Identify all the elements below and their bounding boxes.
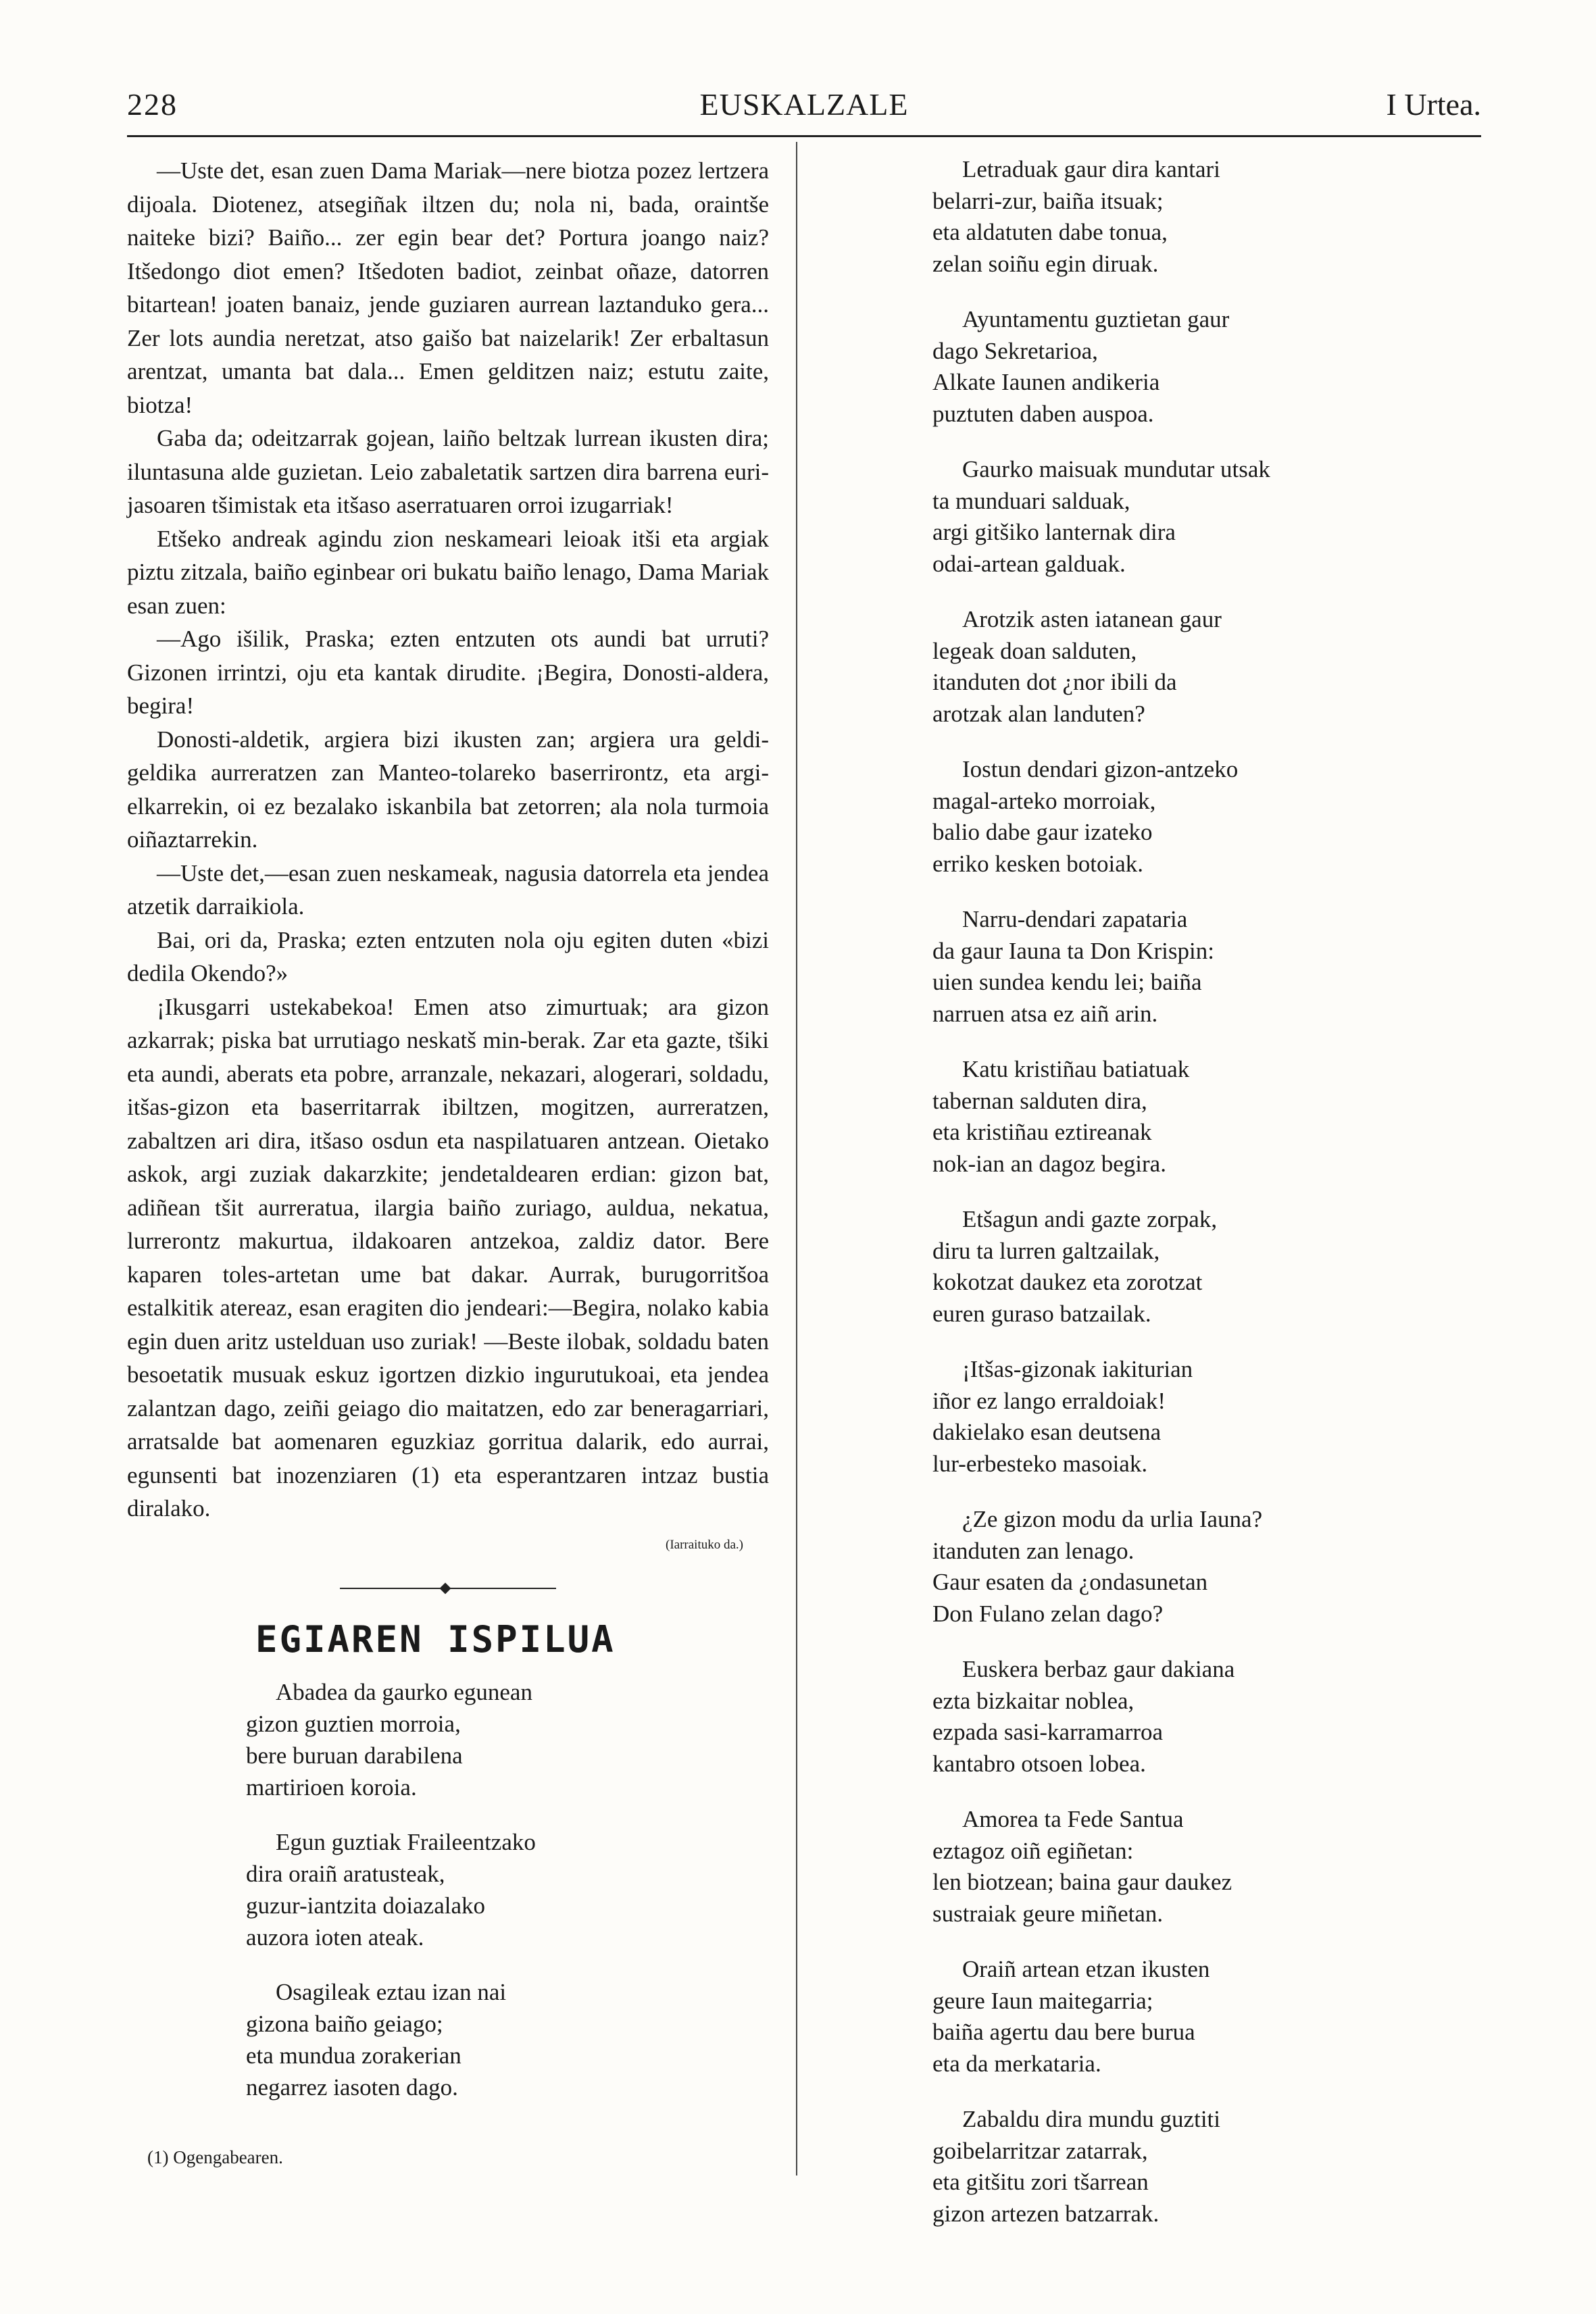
stanza (932, 1954, 1460, 2080)
stanza (932, 1054, 1460, 1180)
paragraph: ¡Ikusgarri ustekabekoa! Emen atso zimurtuak; ara gizon azkarrak; piska bat urrutiago neskatš min-berak. Zar eta gazte, tšiki eta aundi, aberats eta pobre, arranzale, nekazari, alogerari, soldadu, itšas-gizon eta baserritarrak ibiltzen, mogitzen, aurreratzen, zabaltzen ari dira, itšaso osdun eta naspilatuaren antzean. Oietako askok, argi zuziak dakarzkite; jendetaldearen erdian: gizon bat, adiñean tšit aurreratua, ilargia baiño zuriago, auldua, nekatua, lurrerontz makurtua, ildakoaren antzekoa, zaldiz dator. Bere kaparen toles-artetan ume bat dakar. Aurrak, burugorritšoa estalkitik atereaz, esan eragiten dio jendeari:—Begira, nolako kabia egin duen aritz ustelduan uso zuriak! —Beste ilobak, soldadu baten besoetatik musuak eskuz igortzen dizkio ingurutukoai, eta jendea zalantzan dago, zeiñi geiago dio maitatzen, edo zar beneragarriari, arratsalde bat aomenaren eguzkiaz gorritua dalarik, edo aurrai, egunsenti bat inozenziaren (1) eta esperantzaren intzaz bustia diralako. (127, 993, 769, 1521)
page-header (127, 86, 1481, 137)
verse-line: goibelarritzar zatarrak, (932, 2137, 1148, 2164)
verse-line: ezta bizkaitar noblea, (932, 1687, 1134, 1714)
verse-line: ezpada sasi-karramarroa (932, 1719, 1164, 1745)
page-number: 228 (127, 87, 178, 122)
verse-line: bere buruan darabilena (246, 1742, 463, 1769)
paragraph: Etšeko andreak agindu zion neskameari leioak itši eta argiak piztu zitzala, baiño eginbear ori bukatu baiño lenago, Dama Mariak esan zuen: (127, 525, 769, 619)
stanza (932, 2104, 1460, 2230)
verse-line: belarri-zur, baiña itsuak; (932, 187, 1164, 214)
stanza (932, 754, 1460, 880)
verse-line: diru ta lurren galtzailak, (932, 1237, 1160, 1264)
verse-line: Arotzik asten iatanean gaur (962, 606, 1222, 632)
verse-line: Iostun dendari gizon-antzeko (962, 756, 1239, 782)
stanza (932, 1354, 1460, 1480)
verse-line: argi gitšiko lanternak dira (932, 519, 1176, 545)
verse-line: tabernan salduten dira, (932, 1087, 1147, 1114)
verse-line: ¿Ze gizon modu da urlia Iauna? (962, 1506, 1263, 1532)
stanza (246, 1826, 769, 1953)
stanza (932, 904, 1460, 1030)
verse-line: uien sundea kendu lei; baiña (932, 969, 1202, 995)
verse-line: sustraiak geure miñetan. (932, 1900, 1164, 1927)
column-divider (796, 142, 797, 2175)
verse-line: gizona baiño geiago; (246, 2011, 443, 2037)
verse-line: Don Fulano zelan dago? (932, 1600, 1164, 1627)
verse-line: gizon artezen batzarrak. (932, 2200, 1159, 2227)
verse-line: euren guraso batzailak. (932, 1300, 1151, 1327)
stanza (932, 304, 1460, 430)
verse-line: eta aldatuten dabe tonua, (932, 219, 1168, 245)
verse-line: puztuten daben auspoa. (932, 400, 1154, 427)
right-column (932, 154, 1460, 2254)
verse-line: geure Iaun maitegarria; (932, 1987, 1153, 2014)
verse-line: Oraiñ artean etzan ikusten (962, 1956, 1210, 1982)
verse-line: ta munduari salduak, (932, 487, 1130, 514)
verse-line: negarrez iasoten dago. (246, 2074, 458, 2101)
stanza (246, 1676, 769, 1803)
verse-line: Katu kristiñau batiatuak (962, 1056, 1190, 1082)
verse-line: Letraduak gaur dira kantari (962, 156, 1220, 182)
verse-line: eta mundua zorakerian (246, 2042, 462, 2069)
paragraph: Bai, ori da, Praska; ezten entzuten nola oju egiten duten «bizi dedila Okendo?» (127, 926, 769, 986)
stanza (932, 1504, 1460, 1630)
verse-line: kantabro otsoen lobea. (932, 1750, 1146, 1777)
verse-line: Osagileak eztau izan nai (276, 1979, 507, 2005)
verse-line: Narru-dendari zapataria (962, 906, 1188, 932)
footnote: (1) Ogengabearen. (147, 2147, 283, 2167)
verse-line: martirioen koroia. (246, 1774, 417, 1801)
verse-line: Alkate Iaunen andikeria (932, 369, 1160, 395)
verse-line: ¡Itšas-gizonak iakiturian (962, 1356, 1193, 1382)
verse-line: Euskera berbaz gaur dakiana (962, 1656, 1235, 1682)
verse-line: Etšagun andi gazte zorpak, (962, 1206, 1218, 1232)
verse-line: odai-artean galduak. (932, 550, 1126, 577)
verse-line: baiña agertu dau bere burua (932, 2019, 1195, 2045)
verse-line: guzur-iantzita doiazalako (246, 1892, 485, 1919)
verse-line: eta da merkataria. (932, 2050, 1101, 2077)
verse-line: Amorea ta Fede Santua (962, 1806, 1184, 1832)
section-ornament (340, 1584, 556, 1593)
poem-left (127, 1676, 769, 2103)
verse-line: magal-arteko morroiak, (932, 787, 1156, 814)
poem-title: EGIAREN ISPILUA (255, 1617, 616, 1661)
verse-line: arotzak alan landuten? (932, 700, 1145, 727)
journal-year: I Urtea. (1386, 87, 1481, 122)
verse-line: kokotzat daukez eta zorotzat (932, 1269, 1203, 1295)
verse-line: Gaurko maisuak mundutar utsak (962, 456, 1270, 482)
verse-line: Ayuntamentu guztietan gaur (962, 306, 1230, 332)
stanza (932, 154, 1460, 280)
verse-line: legeak doan salduten, (932, 637, 1137, 664)
verse-line: iñor ez lango erraldoiak! (932, 1387, 1166, 1414)
paragraph: Gaba da; odeitzarrak gojean, laiño beltzak lurrean ikusten dira; iluntasuna alde guzietan. Leio zabaletatik sartzen dira barrena euri-jasoaren tšimistak eta itšaso aserratuaren orroi izugarriak! (127, 425, 769, 518)
stanza (932, 454, 1460, 580)
verse-line: zelan soiñu egin diruak. (932, 250, 1159, 277)
paragraph: Donosti-aldetik, argiera bizi ikusten zan; argiera ura geldi-geldika aurreratzen zan Manteo-tolareko baserrirontz, eta argi-elkarrekin, oi ez bezalako iskanbila bat zetorren; ala nola turmoia oiñaztarrekin. (127, 726, 769, 853)
paragraph: —Ago išilik, Praska; ezten entzuten ots aundi bat urruti? Gizonen irrintzi, oju eta kantak dirudite. ¡Begira, Donosti-aldera, begira! (127, 626, 769, 719)
verse-line: da gaur Iauna ta Don Krispin: (932, 937, 1214, 964)
verse-line: erriko kesken botoiak. (932, 850, 1143, 877)
verse-line: nok-ian an dagoz begira. (932, 1150, 1166, 1177)
verse-line: gizon guztien morroia, (246, 1711, 461, 1737)
paragraph: —Uste det,—esan zuen neskameak, nagusia datorrela eta jendea atzetik darraikiola. (127, 859, 769, 920)
verse-line: len biotzean; baina gaur daukez (932, 1869, 1232, 1895)
verse-line: auzora ioten ateak. (246, 1924, 424, 1951)
verse-line: eta kristiñau eztireanak (932, 1119, 1152, 1145)
verse-line: dago Sekretarioa, (932, 337, 1098, 364)
stanza (932, 1204, 1460, 1330)
verse-line: Gaur esaten da ¿ondasunetan (932, 1569, 1208, 1595)
verse-line: Zabaldu dira mundu guztiti (962, 2106, 1220, 2132)
verse-line: dakielako esan deutsena (932, 1419, 1162, 1445)
verse-line: Egun guztiak Fraileentzako (276, 1829, 536, 1855)
continued-note: (Iarraituko da.) (666, 1537, 743, 1552)
verse-line: itanduten dot ¿nor ibili da (932, 669, 1177, 695)
stanza (932, 1804, 1460, 1930)
paragraph: —Uste det, esan zuen Dama Mariak—nere biotza pozez lertzera dijoala. Diotenez, atsegiñak iltzen du; nola ni, bada, oraintše naiteke bizi? Baiño... zer egin bear det? Portura joango naiz? Itšedongo diot emen? Itšedoten badiot, zeinbat oñaze, datorren bitartean! joaten banaiz, jende guziaren aurrean laztanduko gera... Zer lots aundia neretzat, atso gaišo bat naizelarik! Zer erbaltasun arentzat, umanta bat dala... Emen gelditzen naiz; estutu zaite, biotza! (127, 157, 769, 418)
verse-line: eztagoz oiñ egiñetan: (932, 1837, 1134, 1864)
verse-line: itanduten zan lenago. (932, 1537, 1134, 1564)
verse-line: dira oraiñ aratusteak, (246, 1861, 445, 1887)
journal-title: EUSKALZALE (699, 87, 909, 122)
verse-line: narruen atsa ez aiñ arin. (932, 1000, 1158, 1027)
verse-line: lur-erbesteko masoiak. (932, 1450, 1148, 1477)
verse-line: Abadea da gaurko egunean (276, 1679, 532, 1705)
left-column (127, 154, 769, 2126)
stanza (932, 1654, 1460, 1780)
stanza (932, 604, 1460, 730)
stanza (246, 1976, 769, 2103)
verse-line: eta gitšitu zori tšarrean (932, 2169, 1149, 2195)
verse-line: balio dabe gaur izateko (932, 819, 1153, 845)
